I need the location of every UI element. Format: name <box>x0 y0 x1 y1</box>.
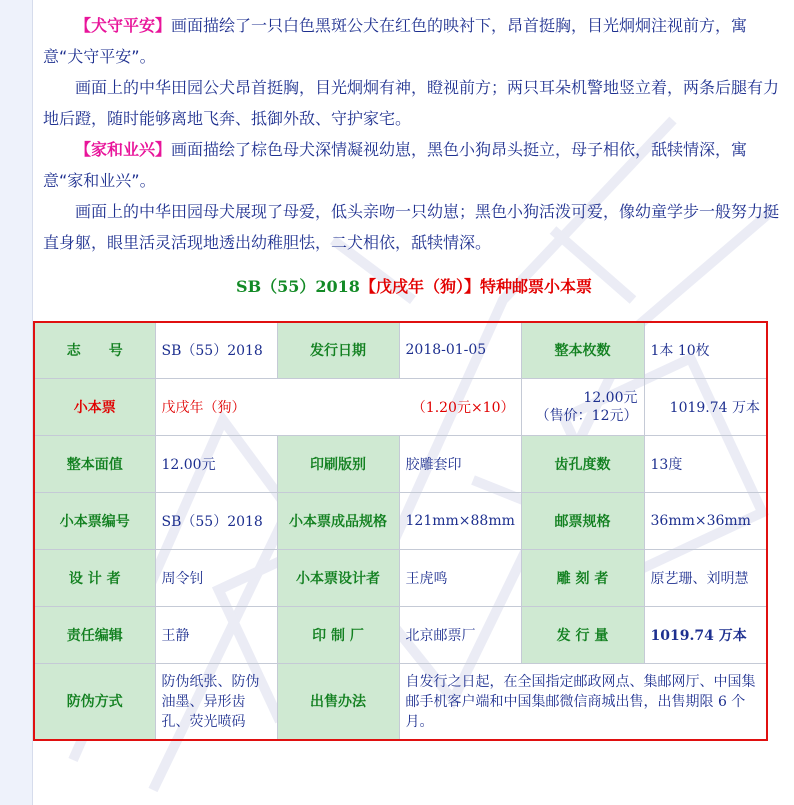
value-anti-counterfeit: 防伪纸张、防伪油墨、异形齿孔、荧光喷码 <box>155 663 277 740</box>
label-printer: 印 制 厂 <box>277 606 399 663</box>
label-face-value: 整本面值 <box>34 435 155 492</box>
value-editor: 王静 <box>155 606 277 663</box>
tag-quan-shou-ping-an: 【犬守平安】 <box>75 16 172 35</box>
label-zhihao: 志 号 <box>34 322 155 378</box>
value-zhihao: SB（55）2018 <box>155 322 277 378</box>
label-booklet-size: 小本票成品规格 <box>277 492 399 549</box>
intro-prose <box>43 10 783 258</box>
value-stamp-size: 36mm×36mm <box>644 492 767 549</box>
label-sheet-count: 整本枚数 <box>521 322 644 378</box>
value-designer: 周令钊 <box>155 549 277 606</box>
table-row <box>34 549 767 606</box>
value-face-value: 12.00元 <box>155 435 277 492</box>
table-row <box>34 606 767 663</box>
label-booklet-designer: 小本票设计者 <box>277 549 399 606</box>
left-gutter <box>0 0 32 805</box>
title-code: SB（55）2018 <box>236 277 360 296</box>
label-booklet: 小本票 <box>34 378 155 435</box>
value-sheet-count: 1本 10枚 <box>644 322 767 378</box>
booklet-price: 12.00元 <box>583 389 638 406</box>
label-anti-counterfeit: 防伪方式 <box>34 663 155 740</box>
stamp-info-table <box>33 321 768 741</box>
value-booklet-name <box>155 378 521 435</box>
value-perforation: 13度 <box>644 435 767 492</box>
booklet-calc: （1.20元×10） <box>411 399 515 416</box>
value-booklet-designer: 王虎鸣 <box>399 549 521 606</box>
label-sales-method: 出售办法 <box>277 663 399 740</box>
intro-paragraph-4: 画面上的中华田园母犬展现了母爱，低头亲吻一只幼崽；黑色小狗活泼可爱，像幼童学步一般努力挺直身躯，眼里活灵活现地透出幼稚胆怯，二犬相依，舐犊情深。 <box>43 202 780 252</box>
value-booklet-number: SB（55）2018 <box>155 492 277 549</box>
value-issue-date: 2018-01-05 <box>399 322 521 378</box>
table-row <box>34 663 767 740</box>
title-name: 【戊戌年（狗）】特种邮票小本票 <box>359 277 592 296</box>
tag-jia-he-ye-xing: 【家和业兴】 <box>75 140 172 159</box>
value-printing: 胶雕套印 <box>399 435 521 492</box>
booklet-name: 戊戌年（狗） <box>161 399 246 416</box>
label-stamp-size: 邮票规格 <box>521 492 644 549</box>
table-row <box>34 322 767 378</box>
value-booklet-size: 121mm×88mm <box>399 492 521 549</box>
value-booklet-issue: 1019.74 万本 <box>644 378 767 435</box>
label-editor: 责任编辑 <box>34 606 155 663</box>
intro-paragraph-3: 【家和业兴】画面描绘了棕色母犬深情凝视幼崽，黑色小狗昂头挺立，母子相依，舐犊情深，寓意“家和业兴”。 <box>43 140 748 190</box>
label-booklet-number: 小本票编号 <box>34 492 155 549</box>
table-row <box>34 435 767 492</box>
booklet-sale-price: （售价：12元） <box>535 407 638 424</box>
label-circulation: 发 行 量 <box>521 606 644 663</box>
value-printer: 北京邮票厂 <box>399 606 521 663</box>
value-booklet-price <box>521 378 644 435</box>
label-perforation: 齿孔度数 <box>521 435 644 492</box>
table-row <box>34 492 767 549</box>
table-row <box>34 378 767 435</box>
label-issue-date: 发行日期 <box>277 322 399 378</box>
label-printing: 印刷版别 <box>277 435 399 492</box>
value-sales-method: 自发行之日起，在全国指定邮政网点、集邮网厅、中国集邮手机客户端和中国集邮微信商城出售，出售期限 6 个月。 <box>399 663 767 740</box>
label-engraver: 雕 刻 者 <box>521 549 644 606</box>
intro-paragraph-1: 【犬守平安】画面描绘了一只白色黑斑公犬在红色的映衬下，昂首挺胸，目光炯炯注视前方，寓意“犬守平安”。 <box>43 16 748 66</box>
article-content <box>32 0 794 805</box>
label-designer: 设 计 者 <box>34 549 155 606</box>
stamp-booklet-title <box>33 274 794 297</box>
value-circulation: 1019.74 万本 <box>644 606 767 663</box>
intro-paragraph-2: 画面上的中华田园公犬昂首挺胸，目光炯炯有神，瞪视前方；两只耳朵机警地竖立着，两条后腿有力地后蹬，随时能够离地飞奔、抵御外敌、守护家宅。 <box>43 78 780 128</box>
value-engraver: 原艺珊、刘明慧 <box>644 549 767 606</box>
